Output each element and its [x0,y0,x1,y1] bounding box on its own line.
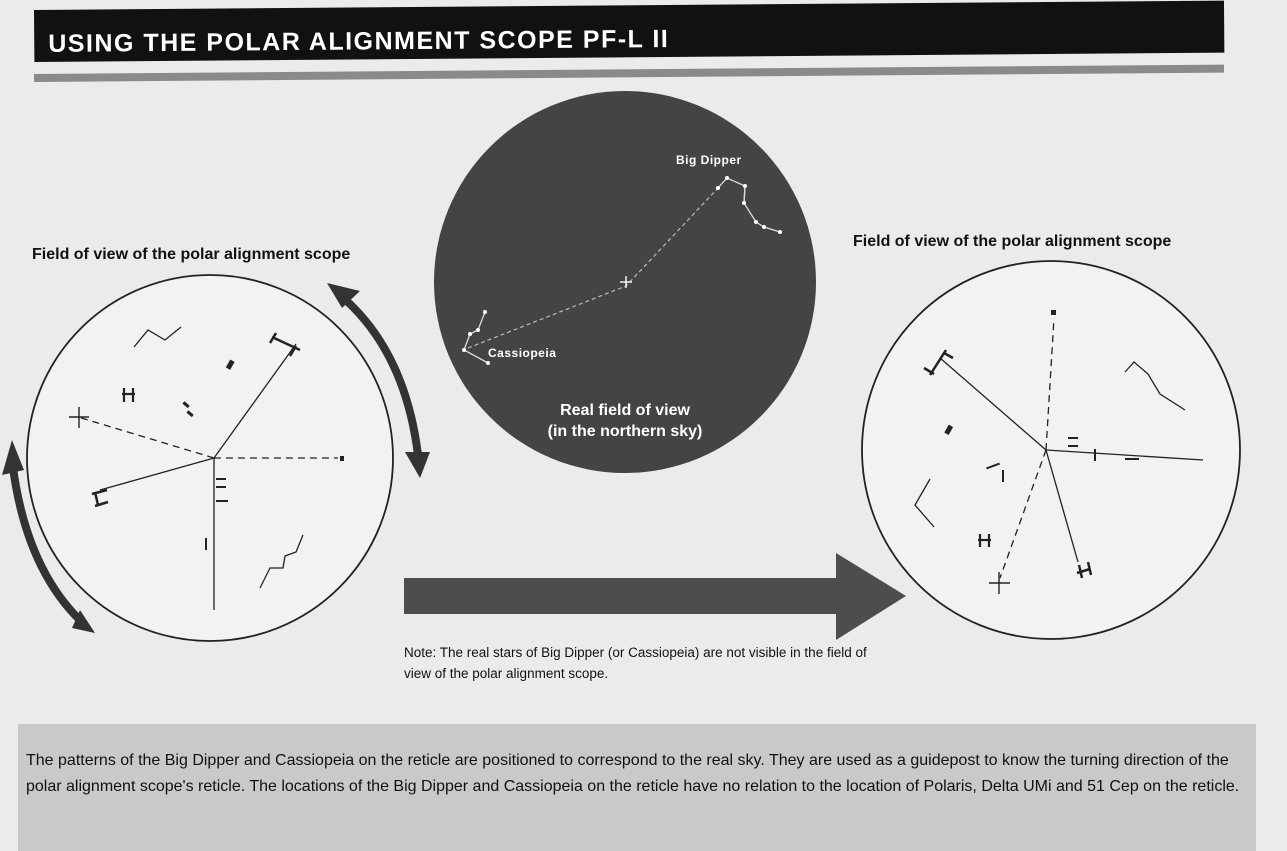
cassiopeia-label: Cassiopeia [488,346,557,360]
real-view-label [510,400,740,442]
right-fov-label: Field of view of the polar alignment scope [853,233,1172,250]
note-text: Note: The real stars of Big Dipper (or Cassiopeia) are not visible in the field of view of the polar alignment scope. [404,645,867,681]
big-dipper-label: Big Dipper [676,153,742,167]
page-title: USING THE POLAR ALIGNMENT SCOPE PF-L II [48,25,670,58]
left-fov-label: Field of view of the polar alignment scope [32,246,351,263]
real-view-label-line1: Real field of view [560,402,690,419]
caption-box [18,724,1256,851]
real-view-label-line2: (in the northern sky) [547,423,703,440]
left-reticle-circle [27,275,393,641]
left-reticle [27,275,393,641]
caption-text: The patterns of the Big Dipper and Cassiopeia on the reticle are positioned to correspond to the real sky. They are used as a guidepost to know the turning direction of the polar alignment scope's reticle. The locations of the Big Dipper and Cassiopeia on the reticle have no relation to the location of Polaris, Delta UMi and 51 Cep on the reticle. [26,752,1240,795]
right-reticle [862,261,1240,639]
transition-arrow [404,553,906,640]
